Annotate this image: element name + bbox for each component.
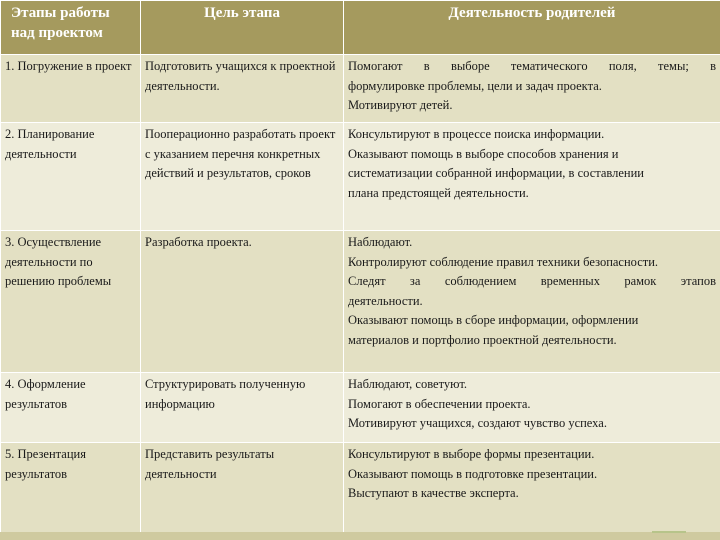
goal-cell: Представить результаты деятельности — [141, 443, 344, 533]
parents-line: Помогают в обеспечении проекта. — [348, 396, 531, 411]
header-stages: Этапы работы над проектом — [1, 1, 141, 55]
parents-line: Консультируют в выборе формы презентации. — [348, 447, 595, 461]
header-parents-activity: Деятельность родителей — [344, 1, 720, 55]
decorative-corner-mark — [652, 531, 686, 539]
goal-cell: Структурировать полученную информацию — [141, 373, 344, 443]
parents-line: Выступают в качестве эксперта. — [348, 486, 519, 500]
table-row — [1, 373, 720, 443]
stage-cell: 3. Осуществление деятельности по решению проблемы — [1, 231, 141, 373]
parents-line: Наблюдают. — [348, 235, 413, 249]
parents-line: формулировке проблемы, цели и задач проекта. — [348, 78, 602, 93]
parents-line: плана предстоящей деятельности. — [348, 185, 529, 200]
table-row — [1, 231, 720, 373]
parents-line: Оказывают помощь в выборе способов хранения и — [348, 146, 619, 161]
header-row — [1, 1, 720, 55]
stage-cell: 5. Презентация результатов — [1, 443, 141, 533]
table-row — [1, 55, 720, 123]
parents-line: Контролируют соблюдение правил техники безопасности. — [348, 254, 659, 269]
parents-cell — [344, 373, 720, 443]
table-row — [1, 443, 720, 533]
parents-line: материалов и портфолио проектной деятельности. — [348, 332, 617, 347]
footer-band — [0, 532, 720, 540]
parents-cell — [344, 443, 720, 533]
goal-cell: Пооперационно разработать проект с указанием перечня конкретных действий и результатов, сроков — [141, 123, 344, 231]
parents-cell — [344, 55, 720, 123]
parents-cell — [344, 123, 720, 231]
parents-line: Помогают в выборе тематического поля, темы; в — [348, 59, 716, 73]
header-goal: Цель этапа — [141, 1, 344, 55]
stage-cell: 1. Погружение в проект — [1, 55, 141, 123]
parents-line: Мотивируют учащихся, создают чувство успеха. — [348, 416, 607, 430]
goal-cell: Разработка проекта. — [141, 231, 344, 373]
stage-cell: 4. Оформление результатов — [1, 373, 141, 443]
goal-cell: Подготовить учащихся к проектной деятельности. — [141, 55, 344, 123]
parents-line: систематизации собранной информации, в составлении — [348, 166, 644, 180]
parents-line: Мотивируют детей. — [348, 98, 453, 112]
parents-line: Консультируют в процессе поиска информации. — [348, 127, 605, 141]
parents-line: Оказывают помощь в сборе информации, оформлении — [348, 313, 639, 327]
parents-line: Наблюдают, советуют. — [348, 377, 467, 391]
stage-cell: 2. Планирование деятельности — [1, 123, 141, 231]
parents-line: Оказывают помощь в подготовке презентации. — [348, 466, 598, 481]
parents-line: Следят за соблюдением временных рамок этапов — [348, 274, 716, 288]
parents-cell — [344, 231, 720, 373]
parents-line: деятельности. — [348, 293, 423, 308]
table-row — [1, 123, 720, 231]
